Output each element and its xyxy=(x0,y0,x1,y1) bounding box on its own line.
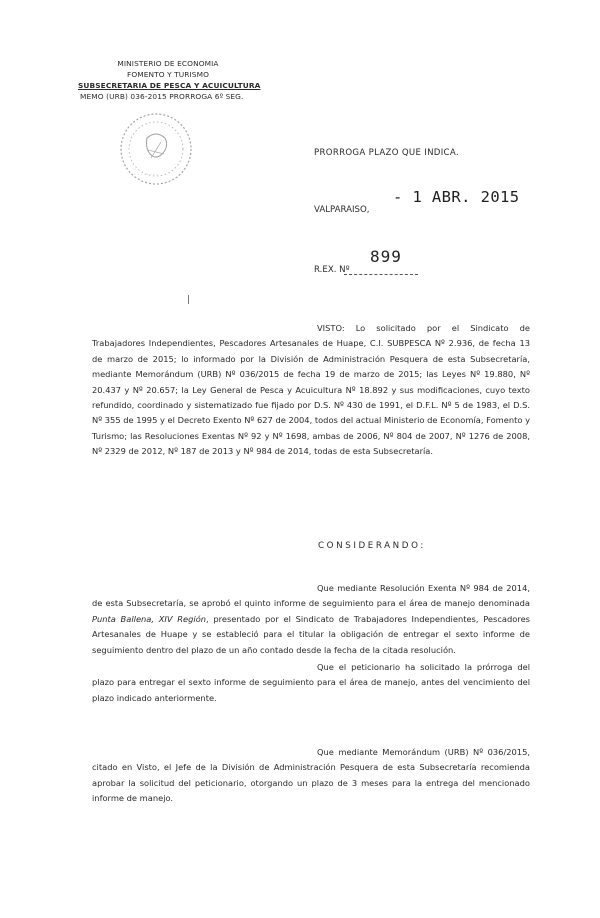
considerando-p1-intro: Que mediante Resolución Exenta Nº 984 de 2014, de esta Subsecretaría, se aprobó el quinto informe de seguimiento para el área de manejo denominada xyxy=(92,583,530,609)
document-subject: PRORROGA PLAZO QUE INDICA. xyxy=(314,148,459,158)
svg-text:· · · · · · · · ·: · · · · · · · · · xyxy=(131,172,159,178)
visto-paragraph: VISTO: Lo solicitado por el Sindicato de Trabajadores Independientes, Pescadores Artesanales de Huape, C.I. SUBPESCA Nº 2.936, de fecha 13 de marzo de 2015; lo informado por la División de Administración Pesquera de esta Subsecretaría, mediante Memorándum (URB) Nº 036/2015 de fecha 19 de marzo de 2015; las Leyes Nº 19.880, Nº 20.437 y Nº 20.657; la Ley General de Pesca y Acuicultura Nº 18.892 y sus modificaciones, cuyo texto refundido, coordinado y sistematizado fue fijado por D.S. Nº 430 de 1991, el D.F.L. Nº 5 de 1983, el D.S. Nº 355 de 1995 y el Decreto Exento Nº 627 de 2004, todos del actual Ministerio de Economía, Fomento y Turismo; las Resoluciones Exentas Nº 92 y Nº 1698, ambas de 2006, Nº 804 de 2007, Nº 1276 de 2008, Nº 2329 de 2012, Nº 187 de 2013 y Nº 984 de 2014, todas de esta Subsecretaría. xyxy=(92,323,530,457)
considerando-paragraph-3: Que mediante Memorándum (URB) Nº 036/2015, citado en Visto, el Jefe de la División de Administración Pesquera de esta Subsecretaría recomienda aprobar la solicitud del peticionario, otorgando un plazo de 3 meses para la entrega del mencionado informe de manejo. xyxy=(92,747,530,804)
header-memo-reference: MEMO (URB) 036-2015 PRORROGA 6º SEG. xyxy=(80,92,244,101)
resolution-number: 899 xyxy=(370,247,402,266)
header-ministry: MINISTERIO DE ECONOMIA xyxy=(117,59,219,68)
considerando-p1-rest: , presentado por el Sindicato de Trabajadores Independientes, Pescadores Artesanales de Huape y se estableció para el titular la obligación de entregar el sexto informe de seguimiento dentro del plazo de un año contado desde la fecha de la citada resolución. xyxy=(92,613,530,655)
resolution-date: - 1 ABR. 2015 xyxy=(393,188,520,206)
considerando-paragraph-1 xyxy=(92,581,530,658)
area-name: Punta Ballena, XIV Región xyxy=(92,613,207,624)
resolution-label: R.EX. Nº xyxy=(314,265,350,275)
header-subsecretaria: SUBSECRETARIA DE PESCA Y ACUICULTURA xyxy=(78,81,261,90)
considerando-paragraph-2: Que el peticionario ha solicitado la prórroga del plazo para entregar el sexto informe de seguimiento para el área de manejo, antes del vencimiento del plazo indicado anteriormente. xyxy=(92,662,530,703)
considerando-heading: CONSIDERANDO: xyxy=(318,541,426,551)
place-label: VALPARAISO, xyxy=(314,205,370,215)
resolution-number-line xyxy=(344,274,418,275)
official-seal-stamp xyxy=(117,110,195,188)
scan-mark xyxy=(188,295,189,304)
header-fomento: FOMENTO Y TURISMO xyxy=(126,70,209,79)
